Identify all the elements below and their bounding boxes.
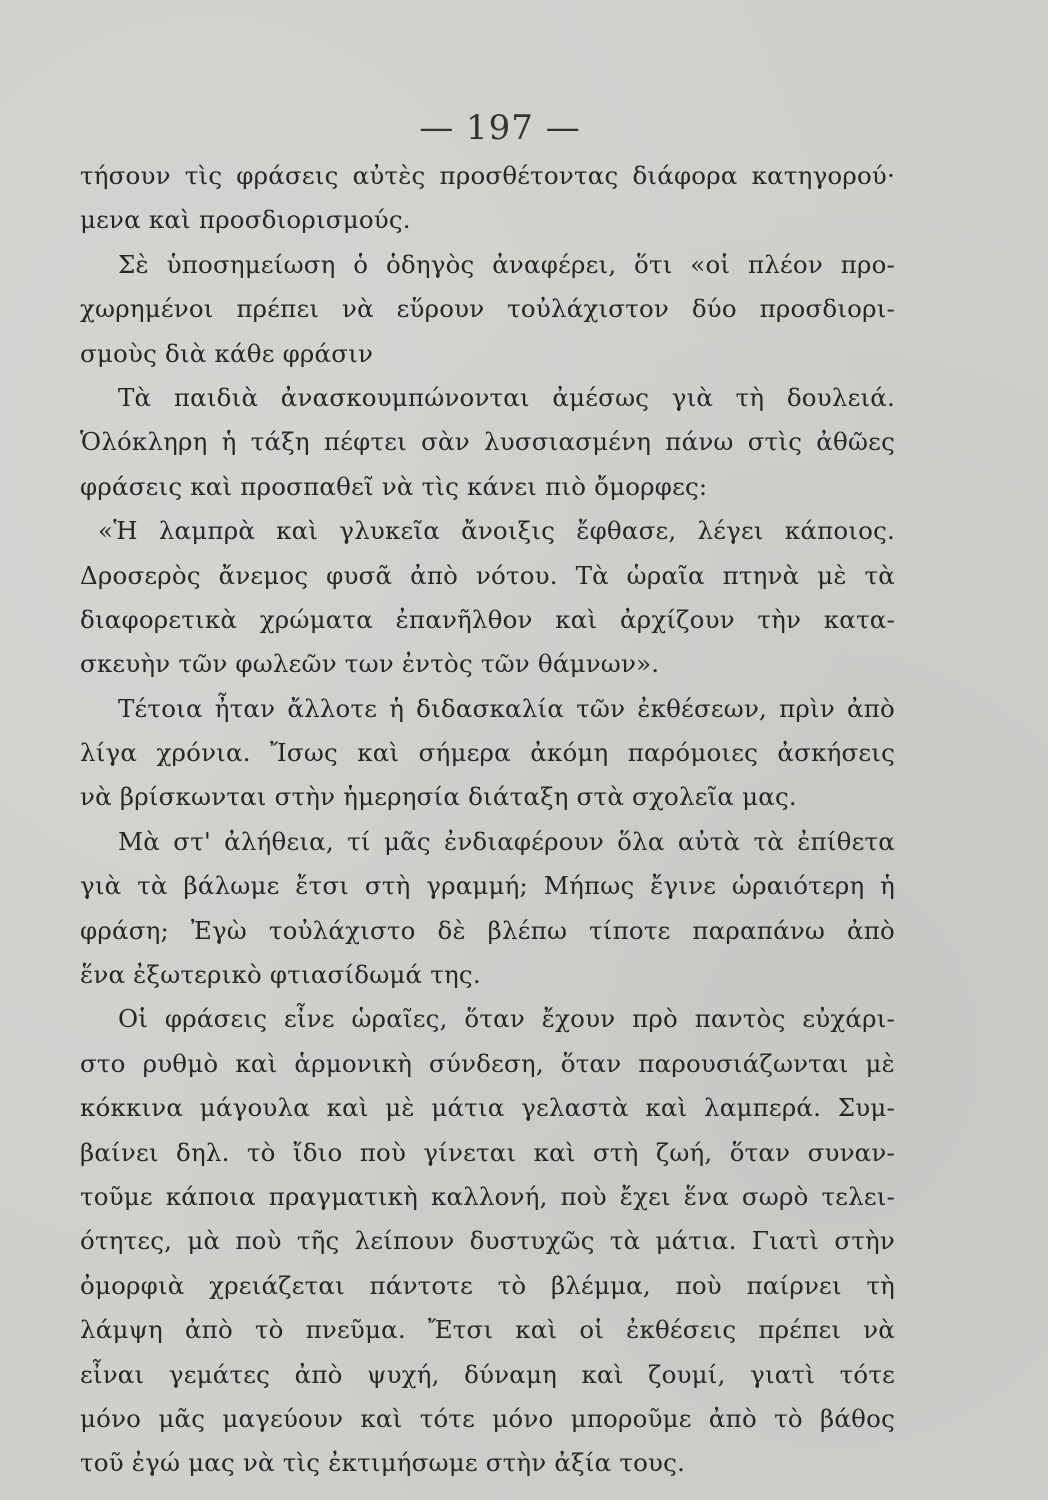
text-line: Ὁλόκληρη ἡ τάξη πέφτει σὰν λυσσιασμένη πάνω στὶς ἀθῶες: [80, 427, 895, 457]
text-line: σκευὴν τῶν φωλεῶν των ἐντὸς τῶν θάμνων».: [80, 649, 660, 679]
text-line: διαφορετικὰ χρώματα ἐπανῆλθον καὶ ἀρχίζουν τὴν κατα-: [80, 604, 895, 634]
text-line: λάμψη ἀπὸ τὸ πνεῦμα. Ἔτσι καὶ οἱ ἐκθέσεις πρέπει νὰ: [80, 1315, 895, 1345]
text-line: μόνο μᾶς μαγεύουν καὶ τότε μόνο μποροῦμε ἀπὸ τὸ βάθος: [80, 1403, 895, 1433]
text-line: Οἱ φράσεις εἶνε ὡραῖες, ὅταν ἔχουν πρὸ παντὸς εὐχάρι-: [118, 1004, 895, 1034]
text-line: ότητες, μὰ ποὺ τῆς λείπουν δυστυχῶς τὰ μάτια. Γιατὶ στὴν: [80, 1226, 895, 1256]
page-number: — 197 —: [419, 108, 581, 148]
text-line: σμοὺς διὰ κάθε φράσιν: [80, 338, 374, 368]
text-line: τοῦ ἐγώ μας νὰ τὶς ἐκτιμήσωμε στὴν ἀξία τους.: [80, 1448, 686, 1478]
text-line: Μὰ στ' ἀλήθεια, τί μᾶς ἐνδιαφέρουν ὅλα αὐτὰ τὰ ἐπίθετα: [118, 826, 895, 856]
text-line: λίγα χρόνια. Ἴσως καὶ σήμερα ἀκόμη παρόμοιες ἀσκήσεις: [80, 738, 895, 768]
text-line: χωρημένοι πρέπει νὰ εὕρουν τοὐλάχιστον δύο προσδιορι-: [80, 294, 895, 324]
text-line: στο ρυθμὸ καὶ ἁρμονικὴ σύνδεση, ὅταν παρουσιάζωνται μὲ: [80, 1048, 895, 1078]
text-line: Τὰ παιδιὰ ἀνασκουμπώνονται ἀμέσως γιὰ τὴ δουλειά.: [118, 382, 895, 412]
text-line: Τέτοια ἦταν ἄλλοτε ἡ διδασκαλία τῶν ἐκθέσεων, πρὶν ἀπὸ: [118, 693, 895, 723]
text-line: εἶναι γεμάτες ἀπὸ ψυχή, δύναμη καὶ ζουμί, γιατὶ τότε: [80, 1359, 895, 1389]
text-line: ἕνα ἐξωτερικὸ φτιασίδωμά της.: [80, 960, 481, 990]
text-line: «Ἡ λαμπρὰ καὶ γλυκεῖα ἄνοιξις ἔφθασε, λέγει κάποιος.: [98, 516, 895, 546]
text-line: κόκκινα μάγουλα καὶ μὲ μάτια γελαστὰ καὶ λαμπερά. Συμ-: [80, 1093, 895, 1123]
text-line: τοῦμε κάποια πραγματικὴ καλλονή, ποὺ ἔχει ἕνα σωρὸ τελει-: [80, 1181, 895, 1211]
text-line: βαίνει δηλ. τὸ ἴδιο ποὺ γίνεται καὶ στὴ ζωή, ὅταν συναν-: [80, 1137, 895, 1167]
text-line: νὰ βρίσκωνται στὴν ἡμερησία διάταξη στὰ σχολεῖα μας.: [80, 782, 797, 812]
body-text: [80, 154, 895, 1486]
text-line: Σὲ ὑποσημείωση ὁ ὁδηγὸς ἀναφέρει, ὅτι «οἱ πλέον προ-: [118, 249, 895, 279]
text-line: τήσουν τὶς φράσεις αὐτὲς προσθέτοντας διάφορα κατηγορού·: [80, 161, 895, 190]
text-line: γιὰ τὰ βάλωμε ἔτσι στὴ γραμμή; Μήπως ἔγινε ὡραιότερη ἡ: [80, 871, 895, 901]
text-line: ὀμορφιὰ χρειάζεται πάντοτε τὸ βλέμμα, ποὺ παίρνει τὴ: [80, 1270, 895, 1300]
text-line: φράση; Ἐγὼ τοὐλάχιστο δὲ βλέπω τίποτε παραπάνω ἀπὸ: [80, 915, 895, 945]
text-line: Δροσερὸς ἄνεμος φυσᾶ ἀπὸ νότου. Τὰ ὡραῖα πτηνὰ μὲ τὰ: [80, 560, 895, 590]
text-line: φράσεις καὶ προσπαθεῖ νὰ τὶς κάνει πιὸ ὄμορφες:: [80, 471, 708, 501]
text-line: μενα καὶ προσδιορισμούς.: [80, 205, 411, 235]
